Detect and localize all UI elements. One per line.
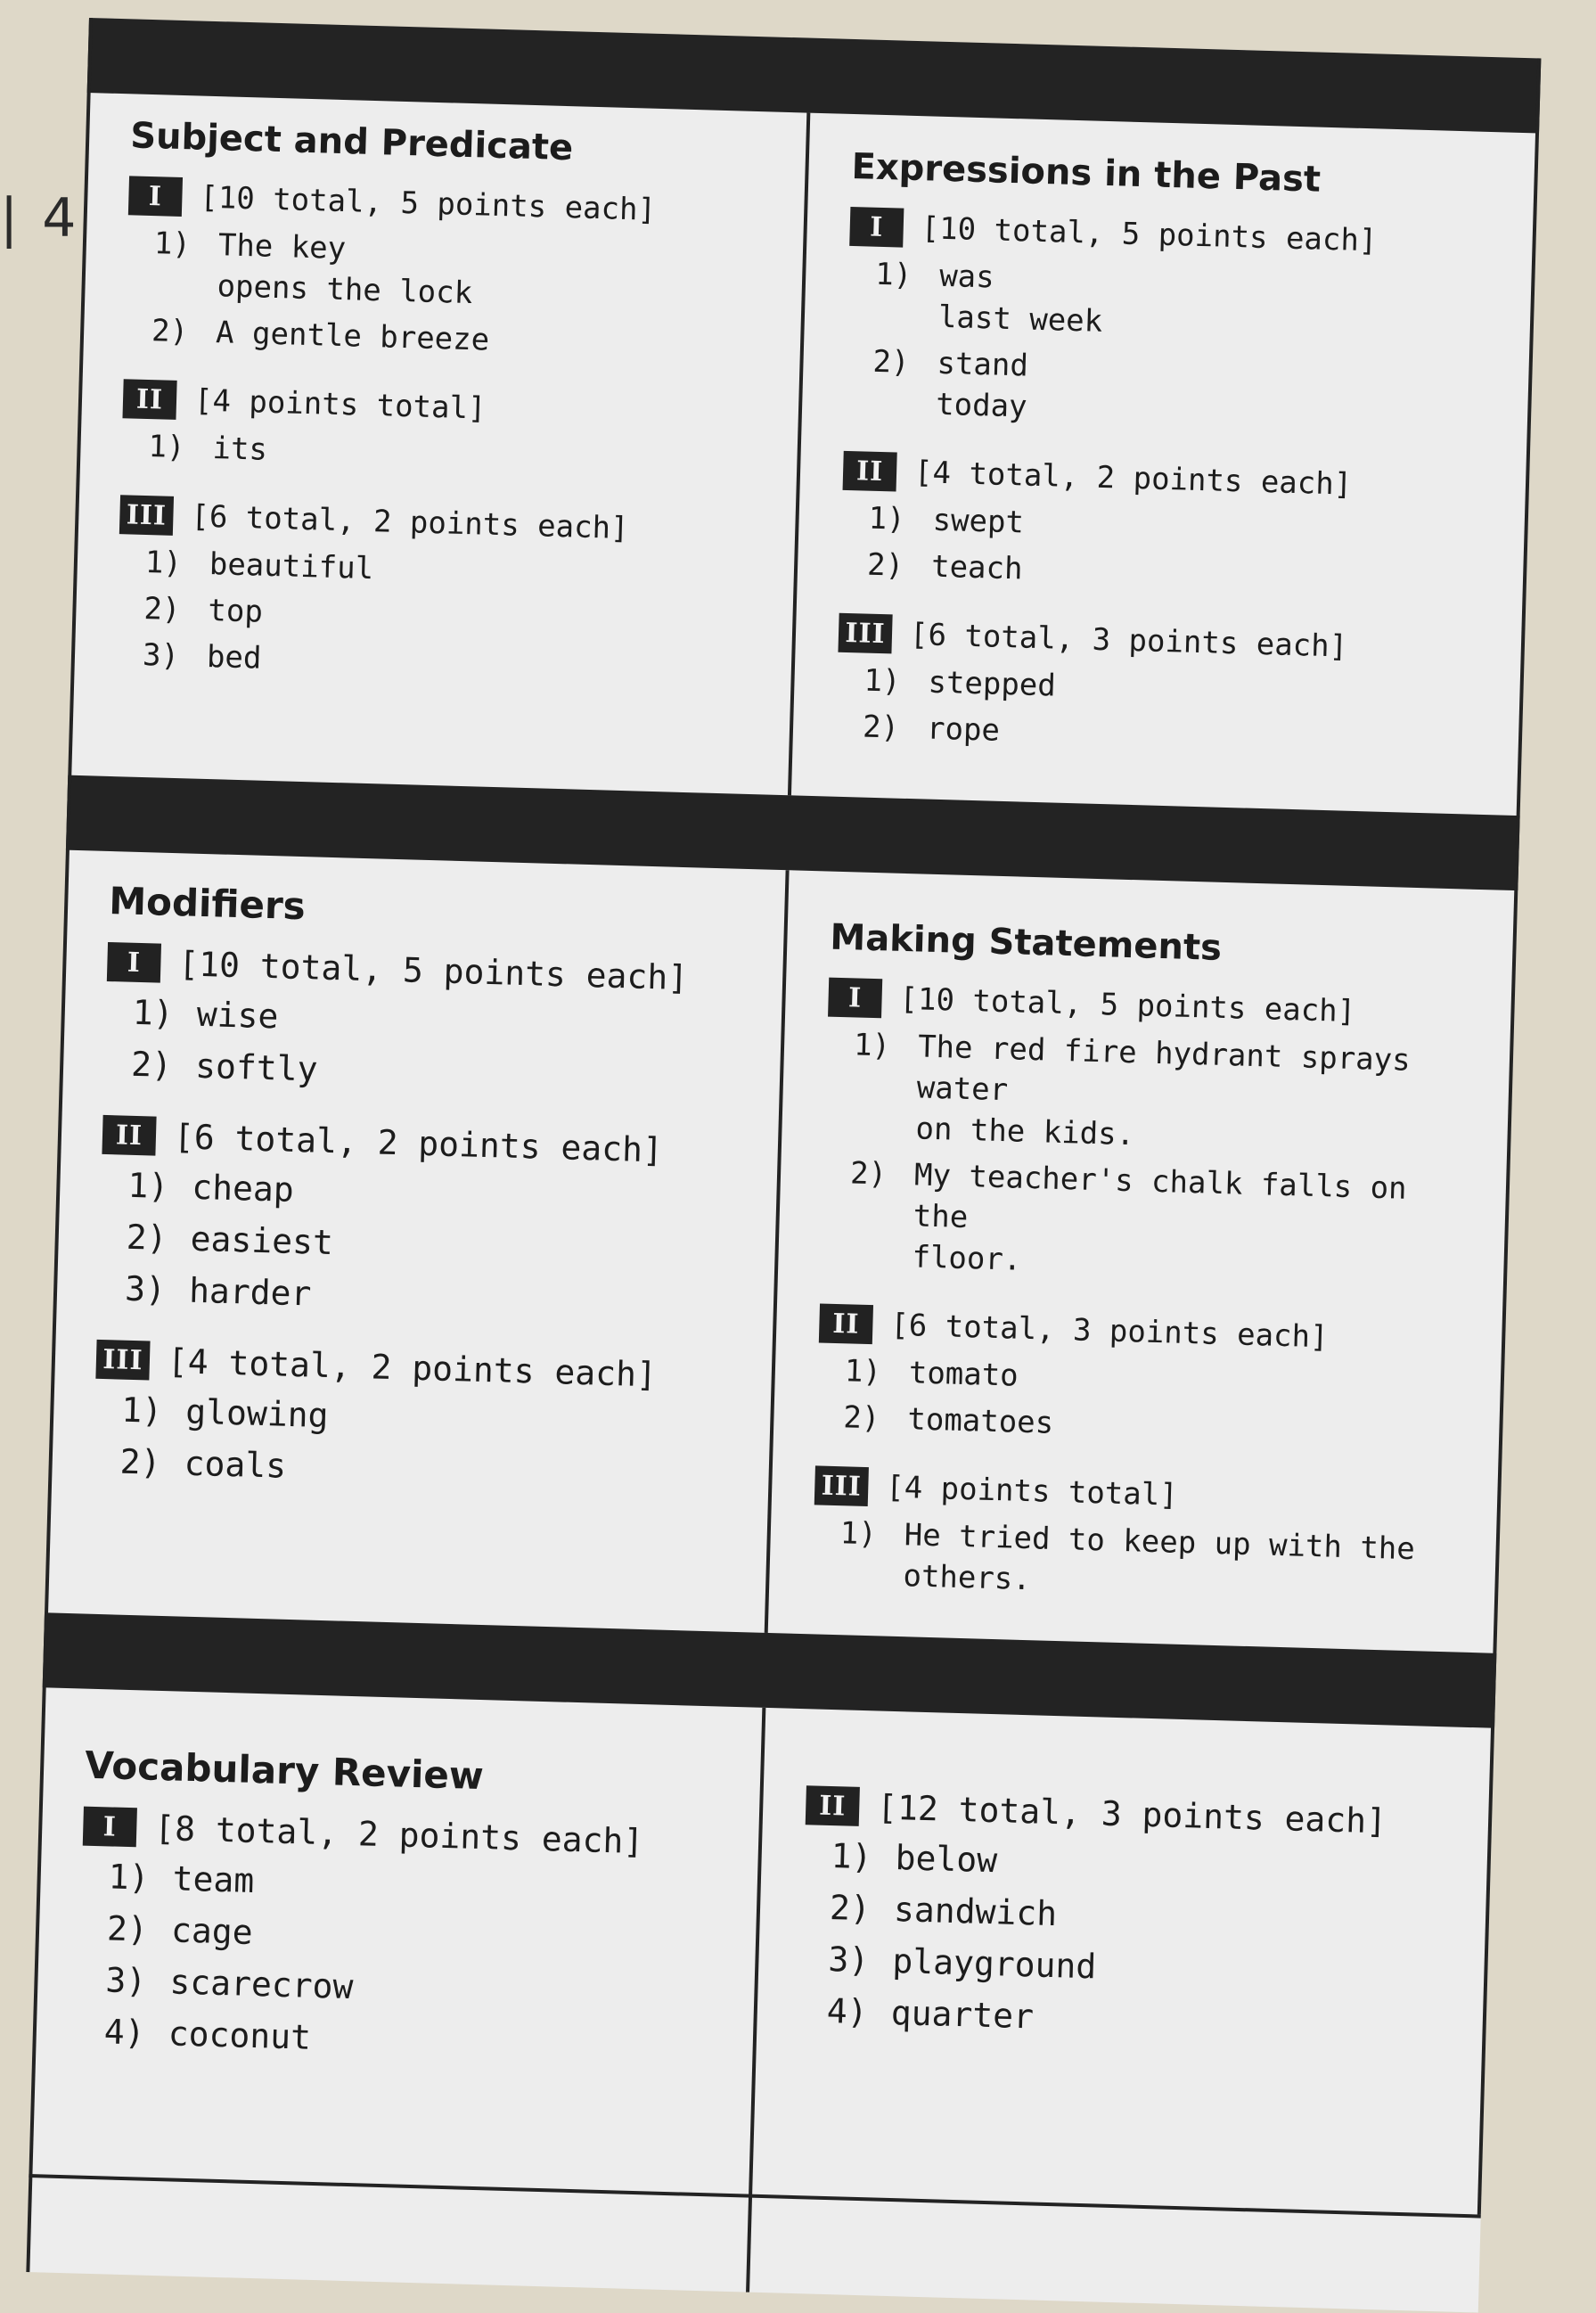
exercise-group	[821, 978, 1479, 1293]
answer-list	[97, 1161, 742, 1329]
answer-number: 4)	[826, 1990, 869, 2032]
exercise-number-badge: III	[95, 1340, 150, 1381]
answer-item	[839, 1513, 1464, 1612]
answer-list	[821, 1024, 1478, 1293]
answer-item	[152, 223, 769, 322]
answer-text: beautiful	[209, 546, 374, 587]
exercise-group	[97, 1115, 744, 1329]
exercise-group	[77, 1807, 724, 2072]
exercise-number-badge: II	[806, 1785, 860, 1826]
answer-number: 2)	[866, 546, 904, 584]
exercise-number-badge: I	[128, 176, 183, 217]
points-label: [6 total, 3 points each]	[909, 616, 1348, 665]
answer-text: harder	[188, 1270, 313, 1314]
answer-text: coals	[184, 1443, 287, 1486]
section-vocabulary-review-part-2	[772, 1784, 1474, 2080]
points-label: [10 total, 5 points each]	[921, 210, 1378, 259]
exercise-number-badge: III	[119, 495, 174, 536]
answer-number: 2)	[849, 1155, 888, 1193]
answer-number: 2)	[126, 1217, 168, 1258]
answer-text: easiest	[190, 1218, 334, 1263]
exercise-number-badge: III	[838, 613, 892, 654]
exercise-group	[835, 613, 1480, 765]
answer-number: 1)	[839, 1515, 878, 1553]
answer-item	[148, 426, 764, 484]
section-title: Modifiers	[108, 879, 307, 929]
answer-number: 3)	[124, 1268, 167, 1309]
answer-number: 1)	[144, 545, 183, 582]
answer-text: wise	[196, 994, 279, 1037]
exercise-group	[812, 1465, 1466, 1612]
answer-list	[121, 425, 764, 484]
points-label: [4 points total]	[193, 382, 487, 427]
answer-text: The key opens the lock	[217, 227, 473, 312]
section-modifiers	[65, 878, 778, 1531]
answer-number: 1)	[153, 226, 192, 263]
points-label: [12 total, 3 points each]	[876, 1787, 1387, 1841]
answer-number: 2)	[119, 1441, 162, 1482]
answer-text: top	[207, 592, 264, 630]
answer-text: cheap	[191, 1167, 295, 1210]
answer-item	[851, 1024, 1478, 1164]
exercise-group	[816, 1303, 1470, 1455]
answer-text: stepped	[927, 664, 1057, 704]
section-title: Expressions in the Past	[851, 145, 1322, 201]
answer-text: The red fire hydrant sprays water on the kids.	[915, 1029, 1412, 1153]
exercise-group	[840, 451, 1486, 603]
answer-item	[873, 254, 1490, 353]
exercise-number-badge: II	[122, 379, 176, 420]
points-label: [6 total, 3 points each]	[889, 1307, 1330, 1356]
answer-text: playground	[891, 1941, 1097, 1987]
answer-number: 1)	[874, 256, 913, 293]
exercise-number-badge: I	[83, 1807, 137, 1848]
answer-item	[124, 1266, 740, 1329]
exercise-number-badge: I	[107, 942, 161, 983]
answer-text: team	[172, 1858, 255, 1900]
answer-list	[125, 222, 770, 368]
answer-text: sandwich	[893, 1890, 1058, 1934]
answer-number: 1)	[132, 992, 175, 1034]
answer-number: 1)	[127, 1165, 169, 1206]
exercise-number-badge: II	[102, 1115, 156, 1156]
exercise-number-badge: III	[814, 1465, 869, 1506]
answer-text: cage	[170, 1910, 254, 1952]
answer-text: bed	[206, 638, 262, 677]
points-label: [8 total, 2 points each]	[153, 1808, 644, 1862]
answer-number: 1)	[868, 500, 906, 537]
answer-number: 4)	[103, 2012, 146, 2053]
top-header-band	[87, 18, 1542, 133]
section-title: Vocabulary Review	[84, 1743, 485, 1799]
section-expressions-in-the-past	[808, 145, 1520, 794]
answer-number: 2)	[862, 709, 900, 746]
answer-item	[119, 1439, 735, 1502]
answer-text: below	[895, 1838, 998, 1881]
section-making-statements	[784, 916, 1508, 1642]
answer-item	[872, 341, 1488, 440]
answer-item	[131, 1041, 747, 1104]
answer-text: softly	[194, 1046, 319, 1089]
exercise-group	[93, 1340, 738, 1502]
points-label: [6 total, 2 points each]	[173, 1117, 664, 1170]
answer-number: 2)	[842, 1399, 880, 1437]
bottom-border	[29, 2174, 1480, 2219]
section-subject-predicate	[88, 115, 799, 723]
answer-number: 1)	[844, 1353, 882, 1390]
answer-list	[115, 541, 760, 693]
answer-text: My teacher's chalk falls on the floor.	[911, 1157, 1408, 1278]
answer-text: teach	[930, 548, 1024, 587]
answer-number: 2)	[829, 1888, 872, 1929]
answer-number: 2)	[151, 313, 189, 350]
answer-text: coconut	[168, 2014, 312, 2057]
answer-item	[847, 1152, 1475, 1292]
answer-list	[845, 253, 1491, 440]
answer-text: He tried to keep up with the others.	[902, 1517, 1416, 1598]
answer-number: 1)	[108, 1857, 151, 1898]
exercise-number-badge: I	[849, 207, 904, 248]
answer-list	[812, 1512, 1464, 1612]
points-label: [4 points total]	[885, 1469, 1179, 1513]
answer-number: 3)	[104, 1960, 147, 2001]
points-label: [6 total, 2 points each]	[190, 498, 630, 547]
exercise-group	[845, 207, 1492, 440]
answer-text: A gentle breeze	[215, 315, 490, 358]
points-label: [10 total, 5 points each]	[199, 179, 657, 228]
answer-number: 1)	[148, 429, 186, 466]
answer-list	[835, 660, 1478, 765]
answer-item	[103, 2008, 719, 2071]
answer-text: scarecrow	[168, 1962, 354, 2007]
answer-text: swept	[932, 502, 1025, 541]
middle-header-band	[66, 775, 1520, 890]
answer-number: 1)	[853, 1027, 891, 1064]
answer-text: its	[212, 431, 268, 468]
points-label: [4 total, 2 points each]	[167, 1341, 658, 1395]
exercise-number-badge: II	[843, 451, 897, 492]
answer-list	[799, 1832, 1446, 2051]
section-vocabulary-review	[49, 1743, 753, 2102]
margin-page-mark: | 4	[0, 187, 80, 250]
exercise-group	[125, 176, 771, 368]
section-title: Making Statements	[829, 916, 1223, 969]
answer-text: was last week	[937, 258, 1103, 340]
answer-text: tomatoes	[906, 1401, 1054, 1441]
answer-number: 3)	[827, 1940, 870, 1981]
answer-list	[93, 1386, 737, 1502]
answer-number: 2)	[106, 1908, 149, 1949]
answer-number: 2)	[143, 590, 182, 628]
answer-list	[816, 1349, 1469, 1455]
points-label: [10 total, 5 points each]	[177, 944, 689, 998]
answer-text: glowing	[184, 1391, 330, 1436]
answer-list	[104, 988, 749, 1104]
exercise-group	[121, 379, 765, 484]
answer-number: 1)	[831, 1836, 873, 1877]
answer-list	[840, 497, 1484, 603]
exercise-group	[799, 1785, 1447, 2051]
answer-number: 1)	[120, 1390, 163, 1431]
exercise-number-badge: II	[819, 1303, 873, 1344]
section-title: Subject and Predicate	[129, 115, 574, 169]
answer-number: 3)	[142, 636, 180, 675]
answer-text: stand today	[935, 345, 1029, 425]
answer-key-sheet	[26, 18, 1541, 2313]
points-label: [10 total, 5 points each]	[899, 980, 1356, 1030]
exercise-group	[104, 942, 749, 1104]
exercise-number-badge: I	[828, 978, 882, 1019]
answer-number: 1)	[863, 662, 902, 700]
answer-number: 2)	[130, 1044, 173, 1086]
answer-item	[826, 1988, 1442, 2051]
answer-text: quarter	[890, 1993, 1035, 2037]
exercise-group	[115, 495, 761, 693]
points-label: [4 total, 2 points each]	[913, 455, 1353, 503]
answer-number: 2)	[872, 343, 911, 381]
answer-list	[77, 1853, 724, 2072]
answer-text: rope	[926, 710, 1001, 749]
answer-text: tomato	[908, 1355, 1019, 1394]
